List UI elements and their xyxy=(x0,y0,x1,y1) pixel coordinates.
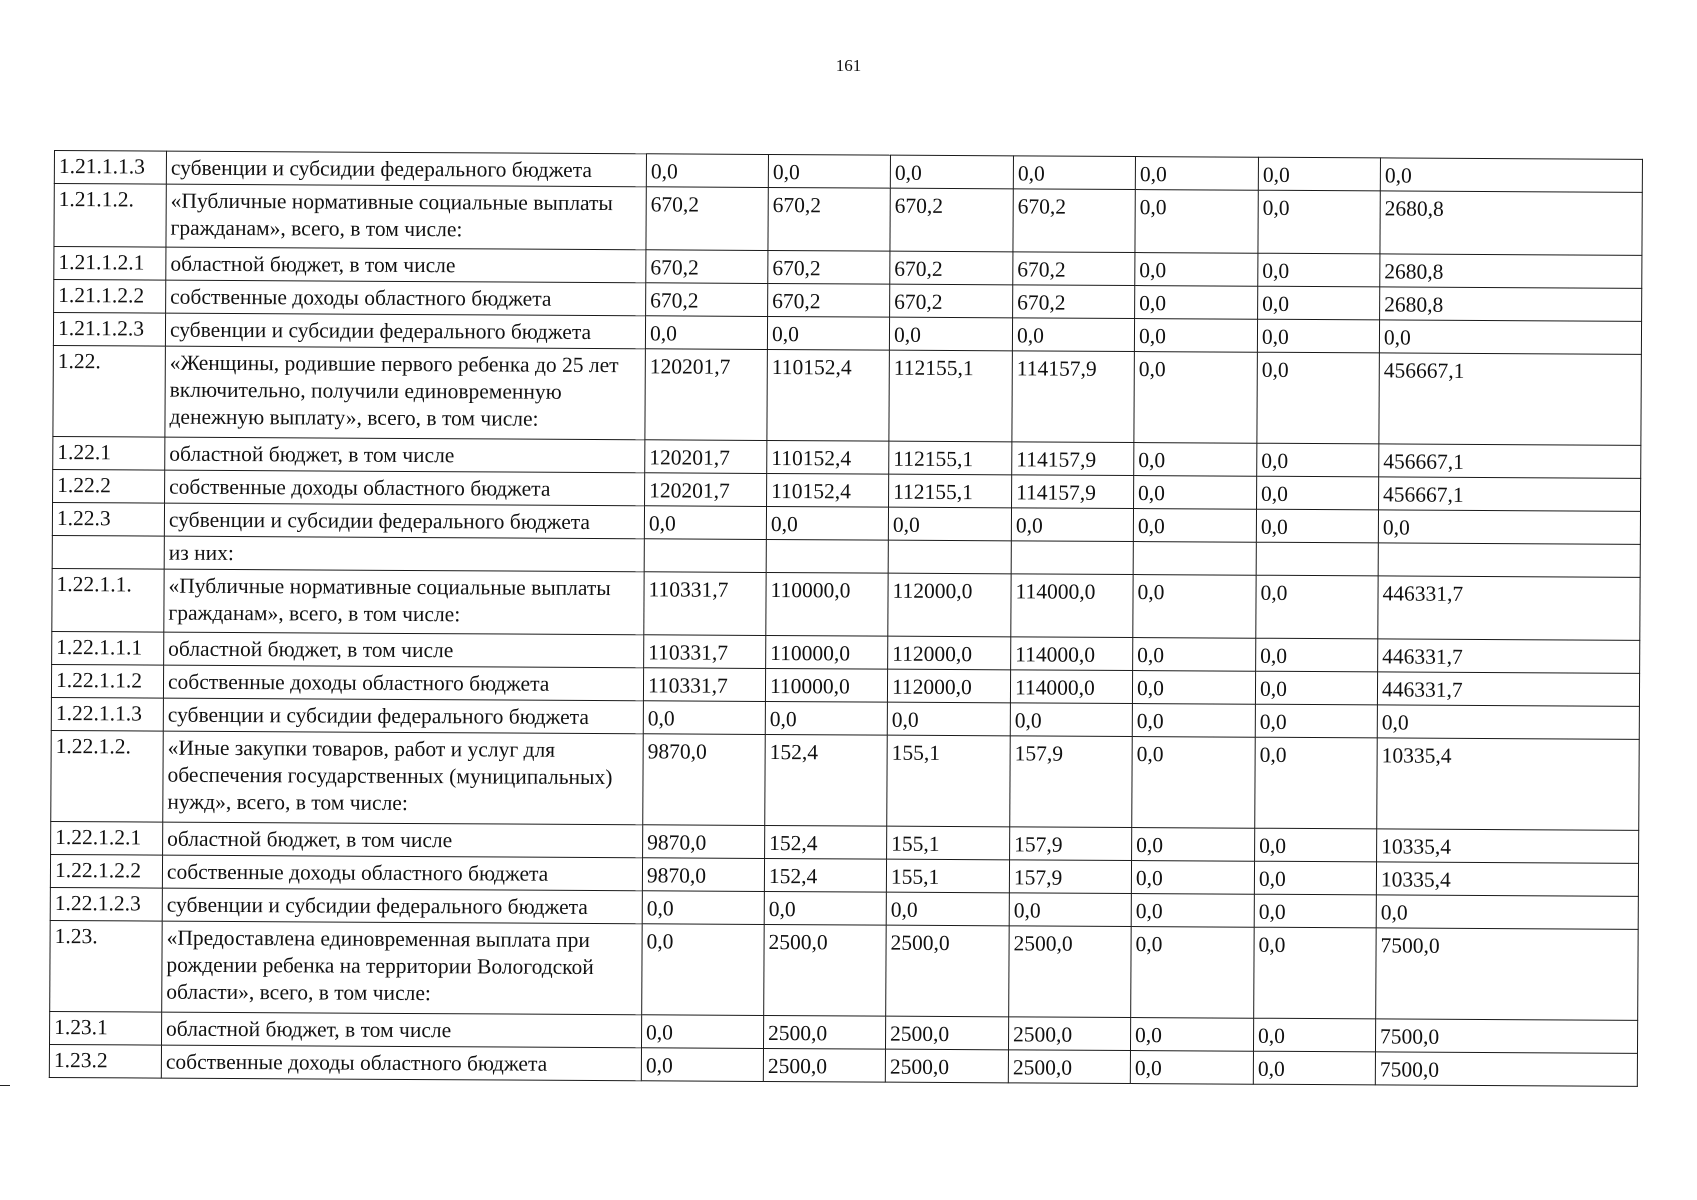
value-cell-col-4: 0,0 xyxy=(1013,156,1135,190)
value-cell-col-4: 670,2 xyxy=(1013,189,1135,253)
row-code-cell: 1.21.1.2.1 xyxy=(54,247,166,281)
value-cell-col-1: 670,2 xyxy=(646,250,768,284)
value-cell-col-6: 0,0 xyxy=(1255,828,1377,862)
value-cell-col-1: 9870,0 xyxy=(642,858,764,892)
value-cell-col-5: 0,0 xyxy=(1132,704,1255,738)
table-row xyxy=(50,920,1638,1020)
value-cell-col-2: 0,0 xyxy=(764,891,886,925)
value-cell-col-1: 0,0 xyxy=(645,316,767,350)
value-cell-col-2: 670,2 xyxy=(768,250,890,284)
row-code-cell: 1.22.1.1. xyxy=(52,568,164,632)
value-cell-col-2: 152,4 xyxy=(765,734,888,826)
value-cell-col-1: 0,0 xyxy=(641,1015,763,1049)
row-description-cell: областной бюджет, в том числе xyxy=(162,1012,642,1048)
row-description-cell: собственные доходы областного бюджета xyxy=(162,855,642,891)
row-description-cell: областной бюджет, в том числе xyxy=(165,437,645,473)
value-cell-col-3: 2500,0 xyxy=(886,925,1010,1017)
value-cell-col-2: 110152,4 xyxy=(767,440,889,474)
value-cell-col-4: 114000,0 xyxy=(1011,637,1133,671)
row-code-cell: 1.22.1.2.2 xyxy=(50,854,162,888)
value-cell-col-4: 114000,0 xyxy=(1011,574,1133,638)
value-cell-col-1: 0,0 xyxy=(646,154,768,188)
row-description-cell: собственные доходы областного бюджета xyxy=(163,665,643,701)
value-cell-col-3 xyxy=(888,540,1011,574)
value-cell-col-3: 2500,0 xyxy=(885,1016,1008,1050)
value-cell-col-2 xyxy=(766,539,888,573)
row-code-cell: 1.21.1.2.3 xyxy=(53,313,165,347)
value-cell-col-2: 670,2 xyxy=(768,187,890,251)
value-cell-col-6: 0,0 xyxy=(1253,1018,1375,1052)
row-code-cell: 1.22.1.1.3 xyxy=(51,697,163,731)
table-row xyxy=(53,345,1641,445)
value-cell-col-4 xyxy=(1011,541,1133,575)
value-cell-col-7: 2680,8 xyxy=(1380,287,1642,321)
value-cell-col-1: 0,0 xyxy=(641,1048,763,1082)
value-cell-col-3: 2500,0 xyxy=(885,1049,1008,1083)
row-description-cell: собственные доходы областного бюджета xyxy=(166,280,646,316)
value-cell-col-6: 0,0 xyxy=(1255,737,1378,829)
value-cell-col-2: 0,0 xyxy=(768,154,890,188)
row-code-cell xyxy=(52,535,164,569)
value-cell-col-1: 0,0 xyxy=(644,506,766,540)
value-cell-col-4: 114157,9 xyxy=(1012,475,1134,509)
value-cell-col-3: 0,0 xyxy=(886,892,1009,926)
value-cell-col-4: 2500,0 xyxy=(1008,1050,1130,1084)
value-cell-col-3: 0,0 xyxy=(890,155,1013,189)
value-cell-col-5: 0,0 xyxy=(1135,157,1258,191)
value-cell-col-2: 152,4 xyxy=(764,858,886,892)
value-cell-col-6: 0,0 xyxy=(1258,286,1380,320)
row-description-cell: областной бюджет, в том числе xyxy=(164,632,644,668)
value-cell-col-5: 0,0 xyxy=(1132,671,1255,705)
value-cell-col-4: 157,9 xyxy=(1009,860,1131,894)
row-code-cell: 1.23.2 xyxy=(49,1044,161,1078)
table-row xyxy=(51,730,1639,830)
row-description-cell: областной бюджет, в том числе xyxy=(163,822,643,858)
value-cell-col-1: 670,2 xyxy=(646,187,768,251)
row-description-cell: собственные доходы областного бюджета xyxy=(161,1045,641,1081)
value-cell-col-6: 0,0 xyxy=(1258,190,1380,254)
value-cell-col-6: 0,0 xyxy=(1257,319,1379,353)
row-code-cell: 1.23.1 xyxy=(50,1011,162,1045)
value-cell-col-5: 0,0 xyxy=(1131,927,1255,1019)
value-cell-col-1: 0,0 xyxy=(642,891,764,925)
value-cell-col-3: 670,2 xyxy=(890,284,1013,318)
value-cell-col-4: 114157,9 xyxy=(1012,442,1134,476)
value-cell-col-7: 446331,7 xyxy=(1378,576,1640,640)
value-cell-col-7: 456667,1 xyxy=(1379,477,1641,511)
value-cell-col-4: 157,9 xyxy=(1010,827,1132,861)
value-cell-col-1 xyxy=(644,539,766,573)
value-cell-col-5: 0,0 xyxy=(1135,286,1258,320)
value-cell-col-7: 7500,0 xyxy=(1376,928,1639,1020)
value-cell-col-1: 120201,7 xyxy=(645,349,768,441)
page-number: 161 xyxy=(835,56,862,75)
value-cell-col-1: 120201,7 xyxy=(645,440,767,474)
table-row xyxy=(52,568,1640,640)
value-cell-col-3: 112000,0 xyxy=(888,573,1011,637)
value-cell-col-4: 0,0 xyxy=(1009,893,1131,927)
value-cell-col-5: 0,0 xyxy=(1131,894,1254,928)
row-description-cell: субвенции и субсидии федерального бюджета xyxy=(165,313,645,349)
value-cell-col-3: 0,0 xyxy=(889,317,1012,351)
value-cell-col-5: 0,0 xyxy=(1132,737,1256,829)
row-description-cell: областной бюджет, в том числе xyxy=(166,247,646,283)
value-cell-col-4: 2500,0 xyxy=(1008,1017,1130,1051)
value-cell-col-4: 0,0 xyxy=(1012,318,1134,352)
value-cell-col-3: 112000,0 xyxy=(888,636,1011,670)
value-cell-col-6: 0,0 xyxy=(1254,894,1376,928)
value-cell-col-3: 112000,0 xyxy=(887,669,1010,703)
value-cell-col-3: 155,1 xyxy=(887,826,1010,860)
value-cell-col-5: 0,0 xyxy=(1133,509,1256,543)
value-cell-col-2: 2500,0 xyxy=(763,1015,885,1049)
value-cell-col-3: 112155,1 xyxy=(889,441,1012,475)
value-cell-col-6: 0,0 xyxy=(1258,157,1380,191)
row-description-cell: из них: xyxy=(164,536,644,572)
value-cell-col-6 xyxy=(1256,542,1378,576)
value-cell-col-5: 0,0 xyxy=(1131,861,1254,895)
value-cell-col-5: 0,0 xyxy=(1134,352,1258,444)
value-cell-col-2: 0,0 xyxy=(767,316,889,350)
value-cell-col-5 xyxy=(1133,542,1256,576)
row-description-cell: «Предоставлена единовременная выплата при рождении ребенка на территории Вологодской области», всего, в том числе: xyxy=(162,921,643,1015)
value-cell-col-1: 120201,7 xyxy=(645,473,767,507)
value-cell-col-6: 0,0 xyxy=(1257,352,1380,444)
row-code-cell: 1.22.1.1.2 xyxy=(51,664,163,698)
value-cell-col-7: 0,0 xyxy=(1376,895,1638,929)
value-cell-col-7: 446331,7 xyxy=(1378,639,1640,673)
value-cell-col-3: 0,0 xyxy=(887,702,1010,736)
value-cell-col-6: 0,0 xyxy=(1257,443,1379,477)
row-code-cell: 1.22.1.2.1 xyxy=(51,821,163,855)
value-cell-col-6: 0,0 xyxy=(1254,927,1377,1019)
value-cell-col-2: 0,0 xyxy=(765,701,887,735)
value-cell-col-4: 2500,0 xyxy=(1009,926,1132,1018)
value-cell-col-7: 0,0 xyxy=(1377,705,1639,739)
row-code-cell: 1.21.1.2.2 xyxy=(54,280,166,314)
value-cell-col-2: 2500,0 xyxy=(764,924,887,1016)
value-cell-col-2: 110000,0 xyxy=(765,668,887,702)
value-cell-col-6: 0,0 xyxy=(1255,704,1377,738)
budget-table xyxy=(49,150,1643,1087)
value-cell-col-6: 0,0 xyxy=(1256,575,1378,639)
value-cell-col-2: 110152,4 xyxy=(767,473,889,507)
row-code-cell: 1.22.1.2.3 xyxy=(50,887,162,921)
value-cell-col-6: 0,0 xyxy=(1255,671,1377,705)
value-cell-col-2: 110000,0 xyxy=(766,572,888,636)
value-cell-col-3: 155,1 xyxy=(886,859,1009,893)
row-description-cell: субвенции и субсидии федерального бюджета xyxy=(166,151,646,187)
row-description-cell: субвенции и субсидии федерального бюджета xyxy=(162,888,642,924)
row-description-cell: «Иные закупки товаров, работ и услуг для обеспечения государственных (муниципальных) нужд», всего, в том числе: xyxy=(163,731,644,825)
value-cell-col-4: 0,0 xyxy=(1011,508,1133,542)
row-code-cell: 1.22.1.2. xyxy=(51,730,164,822)
value-cell-col-7: 0,0 xyxy=(1380,158,1642,192)
value-cell-col-1: 0,0 xyxy=(643,701,765,735)
value-cell-col-3: 155,1 xyxy=(887,735,1011,827)
value-cell-col-3: 670,2 xyxy=(890,188,1013,252)
value-cell-col-7: 0,0 xyxy=(1378,510,1640,544)
value-cell-col-4: 670,2 xyxy=(1013,252,1135,286)
value-cell-col-7: 456667,1 xyxy=(1379,444,1641,478)
value-cell-col-7: 10335,4 xyxy=(1377,829,1639,863)
table-body xyxy=(49,151,1642,1087)
value-cell-col-3: 0,0 xyxy=(888,507,1011,541)
value-cell-col-5: 0,0 xyxy=(1133,638,1256,672)
value-cell-col-1: 0,0 xyxy=(642,924,765,1016)
value-cell-col-7: 2680,8 xyxy=(1380,191,1642,255)
value-cell-col-6: 0,0 xyxy=(1257,476,1379,510)
value-cell-col-7: 456667,1 xyxy=(1379,353,1642,445)
value-cell-col-5: 0,0 xyxy=(1134,476,1257,510)
row-description-cell: субвенции и субсидии федерального бюджета xyxy=(164,503,644,539)
row-description-cell: «Публичные нормативные социальные выплаты гражданам», всего, в том числе: xyxy=(164,569,644,635)
value-cell-col-1: 9870,0 xyxy=(643,825,765,859)
value-cell-col-2: 152,4 xyxy=(765,825,887,859)
value-cell-col-6: 0,0 xyxy=(1254,861,1376,895)
value-cell-col-6: 0,0 xyxy=(1256,638,1378,672)
value-cell-col-1: 110331,7 xyxy=(643,668,765,702)
value-cell-col-1: 9870,0 xyxy=(643,734,766,826)
value-cell-col-7: 7500,0 xyxy=(1375,1052,1637,1086)
value-cell-col-4: 670,2 xyxy=(1013,285,1135,319)
value-cell-col-3: 112155,1 xyxy=(889,350,1013,442)
value-cell-col-6: 0,0 xyxy=(1258,253,1380,287)
value-cell-col-1: 110331,7 xyxy=(644,635,766,669)
row-description-cell: субвенции и субсидии федерального бюджета xyxy=(163,698,643,734)
value-cell-col-5: 0,0 xyxy=(1134,443,1257,477)
row-code-cell: 1.22.1 xyxy=(53,436,165,470)
value-cell-col-4: 114157,9 xyxy=(1012,351,1135,443)
value-cell-col-6: 0,0 xyxy=(1253,1051,1375,1085)
value-cell-col-5: 0,0 xyxy=(1132,828,1255,862)
value-cell-col-6: 0,0 xyxy=(1256,509,1378,543)
value-cell-col-7: 446331,7 xyxy=(1377,672,1639,706)
value-cell-col-4: 157,9 xyxy=(1010,736,1133,828)
row-code-cell: 1.22.3 xyxy=(52,502,164,536)
value-cell-col-7 xyxy=(1378,543,1640,577)
value-cell-col-7: 10335,4 xyxy=(1376,862,1638,896)
row-code-cell: 1.22.2 xyxy=(53,469,165,503)
value-cell-col-5: 0,0 xyxy=(1130,1051,1253,1085)
row-code-cell: 1.22. xyxy=(53,345,166,437)
row-code-cell: 1.21.1.1.3 xyxy=(54,151,166,185)
row-code-cell: 1.21.1.2. xyxy=(54,184,166,248)
value-cell-col-4: 0,0 xyxy=(1010,703,1132,737)
value-cell-col-2: 670,2 xyxy=(768,283,890,317)
value-cell-col-2: 110000,0 xyxy=(766,635,888,669)
value-cell-col-5: 0,0 xyxy=(1135,253,1258,287)
value-cell-col-4: 114000,0 xyxy=(1010,670,1132,704)
value-cell-col-7: 0,0 xyxy=(1379,320,1641,354)
value-cell-col-2: 110152,4 xyxy=(767,349,890,441)
value-cell-col-3: 112155,1 xyxy=(889,474,1012,508)
row-description-cell: собственные доходы областного бюджета xyxy=(165,470,645,506)
row-code-cell: 1.22.1.1.1 xyxy=(52,631,164,665)
value-cell-col-1: 670,2 xyxy=(646,283,768,317)
value-cell-col-7: 10335,4 xyxy=(1377,738,1640,830)
row-code-cell: 1.23. xyxy=(50,920,163,1012)
row-description-cell: «Публичные нормативные социальные выплаты гражданам», всего, в том числе: xyxy=(166,184,646,250)
value-cell-col-5: 0,0 xyxy=(1133,575,1256,639)
table-row xyxy=(54,184,1642,256)
value-cell-col-5: 0,0 xyxy=(1135,190,1258,254)
value-cell-col-3: 670,2 xyxy=(890,251,1013,285)
value-cell-col-7: 7500,0 xyxy=(1375,1019,1637,1053)
value-cell-col-2: 2500,0 xyxy=(763,1048,885,1082)
budget-table-container xyxy=(49,150,1642,1087)
value-cell-col-7: 2680,8 xyxy=(1380,254,1642,288)
value-cell-col-1: 110331,7 xyxy=(644,572,766,636)
margin-mark xyxy=(0,1085,10,1086)
value-cell-col-2: 0,0 xyxy=(766,506,888,540)
row-description-cell: «Женщины, родившие первого ребенка до 25 лет включительно, получили единовременную денежную выплату», всего, в том числе: xyxy=(165,346,646,440)
value-cell-col-5: 0,0 xyxy=(1134,319,1257,353)
value-cell-col-5: 0,0 xyxy=(1130,1018,1253,1052)
